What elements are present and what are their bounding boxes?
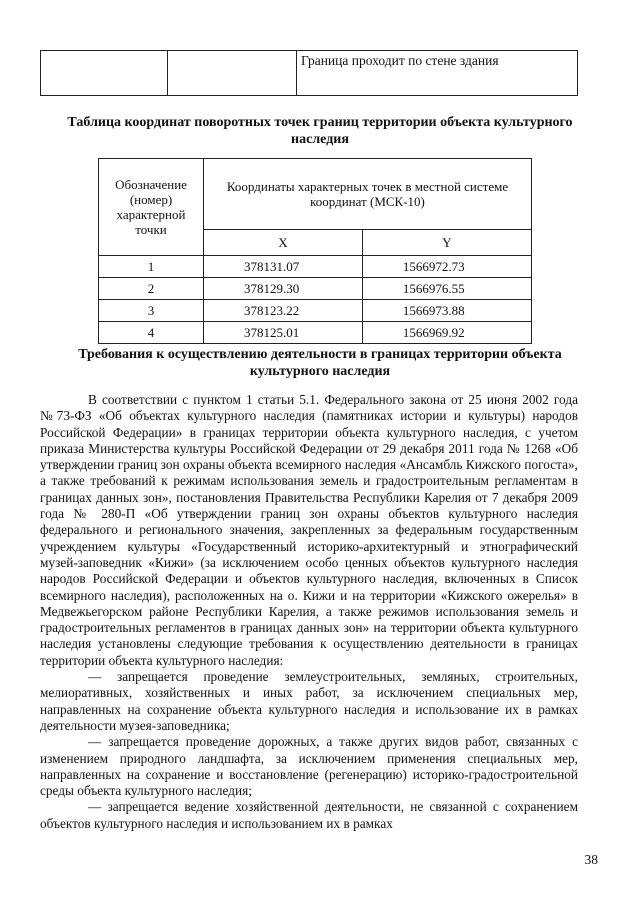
table-header-row	[99, 159, 532, 230]
requirements-paragraph: В соответствии с пунктом 1 статьи 5.1. Федерального закона от 25 июня 2002 года №73-ФЗ «Об объектах культурного наследия (памятниках истории и культуры) народов Российской Федерации» в границах территории объекта культурного наследия, с учетом приказа Министерства культуры Российской Федерации от 29 декабря 2011 года № 1268 «Об утверждении границ зон охраны объекта всемирного наследия «Ансамбль Кижского погоста», а также требований к режимам использования земель и градостроительным регламентам в границах данных зон», постановления Правительства Республики Карелия от 7 декабря 2009 года № 280-П «Об утверждении границ зон охраны объектов культурного наследия федерального и регионального значения, закрепленных за федеральным государственным учреждением культуры «Государственный историко-архитектурный и этнографический музей-заповедник «Кижи» (за исключением особо ценных объектов культурного наследия народов Российской Федерации и объектов культурного наследия, включенных в Список всемирного наследия), расположенных на о. Кижи и на территории «Кижского ожерелья» в Медвежьегорском районе Республики Карелия, а также режимов использования земель и градостроительных регламентов в границах данных зон» на территории объекта культурного наследия установлены следующие требования к осуществлению деятельности в границах территории объекта культурного наследия:	[40, 392, 578, 668]
table-cell: Граница проходит по стене здания	[297, 51, 578, 96]
table-row	[99, 256, 532, 278]
requirement-item: — запрещается проведение землеустроительных, земляных, строительных, мелиоративных, хозяйственных и иных работ, за исключением специальных мер, направленных на сохранение объекта культурного наследия и использование их в рамках деятельности музея-заповедника;	[40, 669, 578, 733]
coord-x: 378123.22	[204, 300, 363, 322]
header-y: Y	[362, 229, 531, 255]
requirements-title: Требования к осуществлению деятельности в границах территории объекта культурного наследия	[78, 347, 562, 379]
table-cell	[41, 51, 168, 96]
table-cell	[168, 51, 297, 96]
coord-x: 378129.30	[204, 278, 363, 300]
point-id: 3	[99, 300, 204, 322]
coords-table-title: Таблица координат поворотных точек границ территории объекта культурного наследия	[67, 115, 573, 147]
requirements-body	[40, 392, 578, 832]
point-id: 4	[99, 322, 204, 344]
requirement-item: — запрещается ведение хозяйственной деятельности, не связанной с сохранением объектов культурного наследия и использованием их в рамках	[40, 799, 578, 831]
table-row	[99, 300, 532, 322]
header-x: X	[204, 229, 363, 255]
coord-y: 1566973.88	[362, 300, 531, 322]
page-number: 38	[584, 852, 598, 867]
point-id: 1	[99, 256, 204, 278]
coord-y: 1566976.55	[362, 278, 531, 300]
coord-y: 1566969.92	[362, 322, 531, 344]
header-coordinates: Координаты характерных точек в местной системе координат (МСК-10)	[204, 159, 532, 230]
table-row	[99, 322, 532, 344]
requirement-item: — запрещается проведение дорожных, а также других видов работ, связанных с изменением природного ландшафта, за исключением применения специальных мер, направленных на сохранение и восстановление (регенерацию) историко-градостроительной среды объекта культурного наследия;	[40, 734, 578, 799]
header-point-id: Обозначение (номер) характерной точки	[99, 159, 204, 256]
coord-x: 378131.07	[204, 256, 363, 278]
coordinates-table	[98, 158, 532, 344]
coord-x: 378125.01	[204, 322, 363, 344]
point-id: 2	[99, 278, 204, 300]
table-row	[99, 278, 532, 300]
coord-y: 1566972.73	[362, 256, 531, 278]
boundary-table-fragment	[40, 50, 578, 96]
table-row	[41, 51, 578, 96]
